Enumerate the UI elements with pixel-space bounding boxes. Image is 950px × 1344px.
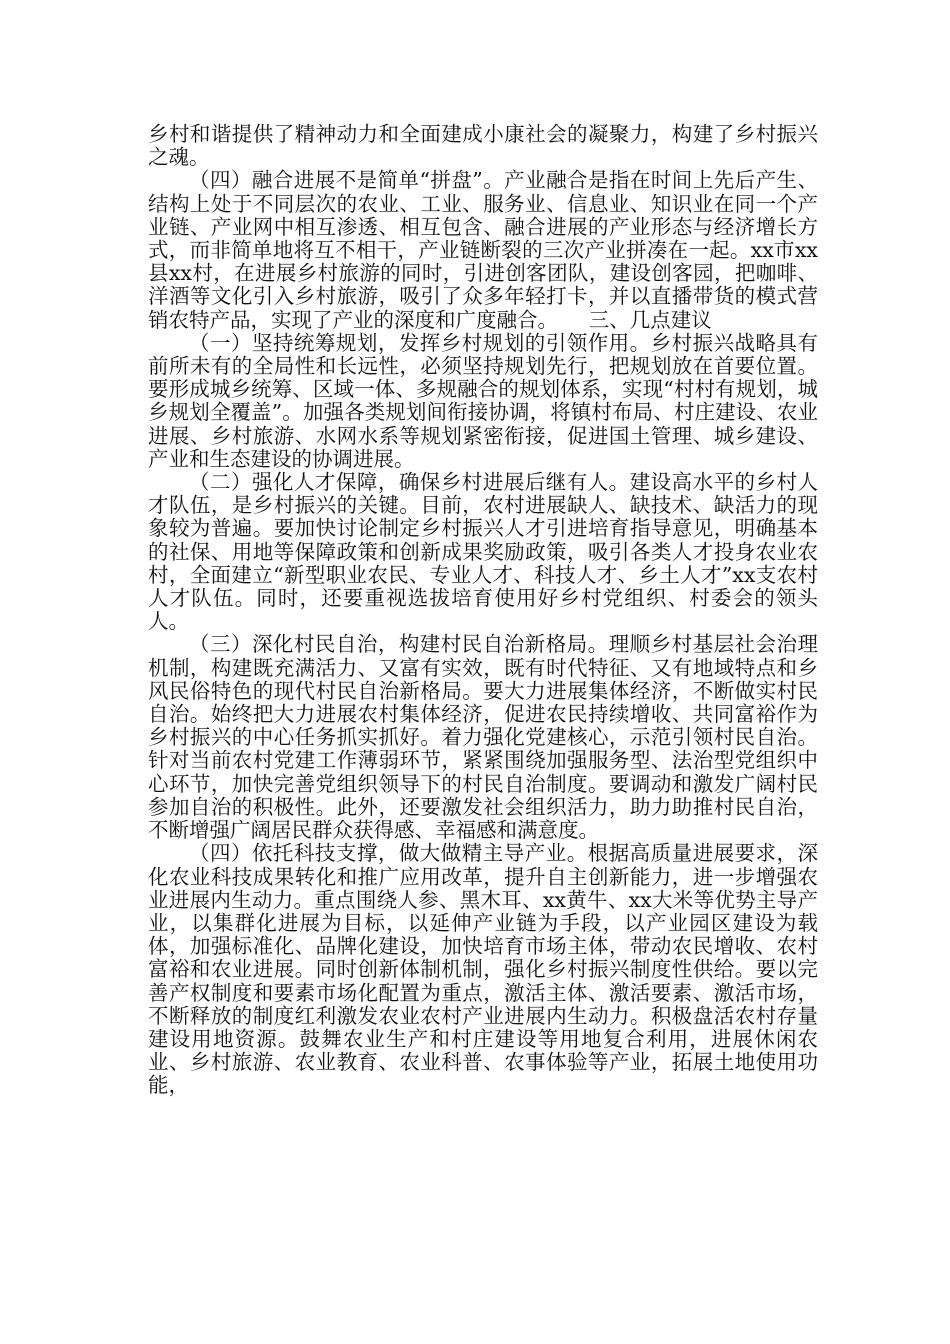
paragraph-suggestion-2-talent: （二）强化人才保障，确保乡村进展后继有人。建设高水平的乡村人才队伍，是乡村振兴的关键。目前，农村进展缺人、缺技术、缺活力的现象较为普遍。要加快讨论制定乡村振兴人才引进培育指导意见，明确基本的社保、用地等保障政策和创新成果奖励政策，吸引各类人才投身农业农村，全面建立“新型职业农民、专业人才、科技人才、乡土人才”xx支农村人才队伍。同时，还要重视选拔培育使用好乡村党组织、村委会的领头人。 xyxy=(148,470,818,634)
paragraph-section-4-fusion: （四）融合进展不是简单“拼盘”。产业融合是指在时间上先后产生、结构上处于不同层次的农业、工业、服务业、信息业、知识业在同一个产业链、产业网中相互渗透、相互包含、融合进展的产业形态与经济增长方式，而非简单地将互不相干，产业链断裂的三次产业拼凑在一起。xx市xx县xx村，在进展乡村旅游的同时，引进创客团队，建设创客园，把咖啡、洋酒等文化引入乡村旅游，吸引了众多年轻打卡，并以直播带货的模式营销农特产品，实现了产业的深度和广度融合。 三、几点建议 xyxy=(148,168,818,332)
paragraph-suggestion-1-planning: （一）坚持统筹规划，发挥乡村规划的引领作用。乡村振兴战略具有前所未有的全局性和长远性，必须坚持规划先行，把规划放在首要位置。要形成城乡统筹、区域一体、多规融合的规划体系，实现“村村有规划，城乡规划全覆盖”。加强各类规划间衔接协调，将镇村布局、村庄建设、农业进展、乡村旅游、水网水系等规划紧密衔接，促进国土管理、城乡建设、产业和生态建设的协调进展。 xyxy=(148,330,818,471)
paragraph-suggestion-4-technology: （四）依托科技支撑，做大做精主导产业。根据高质量进展要求，深化农业科技成果转化和推广应用改革，提升自主创新能力，进一步增强农业进展内生动力。重点围绕人参、黑木耳、xx黄牛、xx大米等优势主导产业，以集群化进展为目标，以延伸产业链为手段，以产业园区建设为载体，加强标准化、品牌化建设，加快培育市场主体，带动农民增收、农村富裕和农业进展。同时创新体制机制，强化乡村振兴制度性供给。要以完善产权制度和要素市场化配置为重点，激活主体、激活要素、激活市场，不断释放的制度红利激发农业农村产业进展内生动力。积极盘活农村存量建设用地资源。鼓舞农业生产和村庄建设等用地复合利用，进展休闲农业、乡村旅游、农业教育、农业科普、农事体验等产业，拓展土地使用功能， xyxy=(148,841,818,1098)
paragraph-suggestion-3-autonomy: （三）深化村民自治，构建村民自治新格局。理顺乡村基层社会治理机制，构建既充满活力、又富有实效，既有时代特征、又有地域特点和乡风民俗特色的现代村民自治新格局。要大力进展集体经济，不断做实村民自治。始终把大力进展农村集体经济，促进农民持续增收、共同富裕作为乡村振兴的中心任务抓实抓好。着力强化党建核心，示范引领村民自治。针对当前农村党建工作薄弱环节，紧紧围绕加强服务型、法治型党组织中心环节，加快完善党组织领导下的村民自治制度。要调动和激发广阔村民参加自治的积极性。此外，还要激发社会组织活力，助力助推村民自治，不断增强广阔居民群众获得感、幸福感和满意度。 xyxy=(148,632,818,843)
document-body xyxy=(148,123,818,1098)
paragraph-continuation: 乡村和谐提供了精神动力和全面建成小康社会的凝聚力，构建了乡村振兴之魂。 xyxy=(148,122,818,170)
